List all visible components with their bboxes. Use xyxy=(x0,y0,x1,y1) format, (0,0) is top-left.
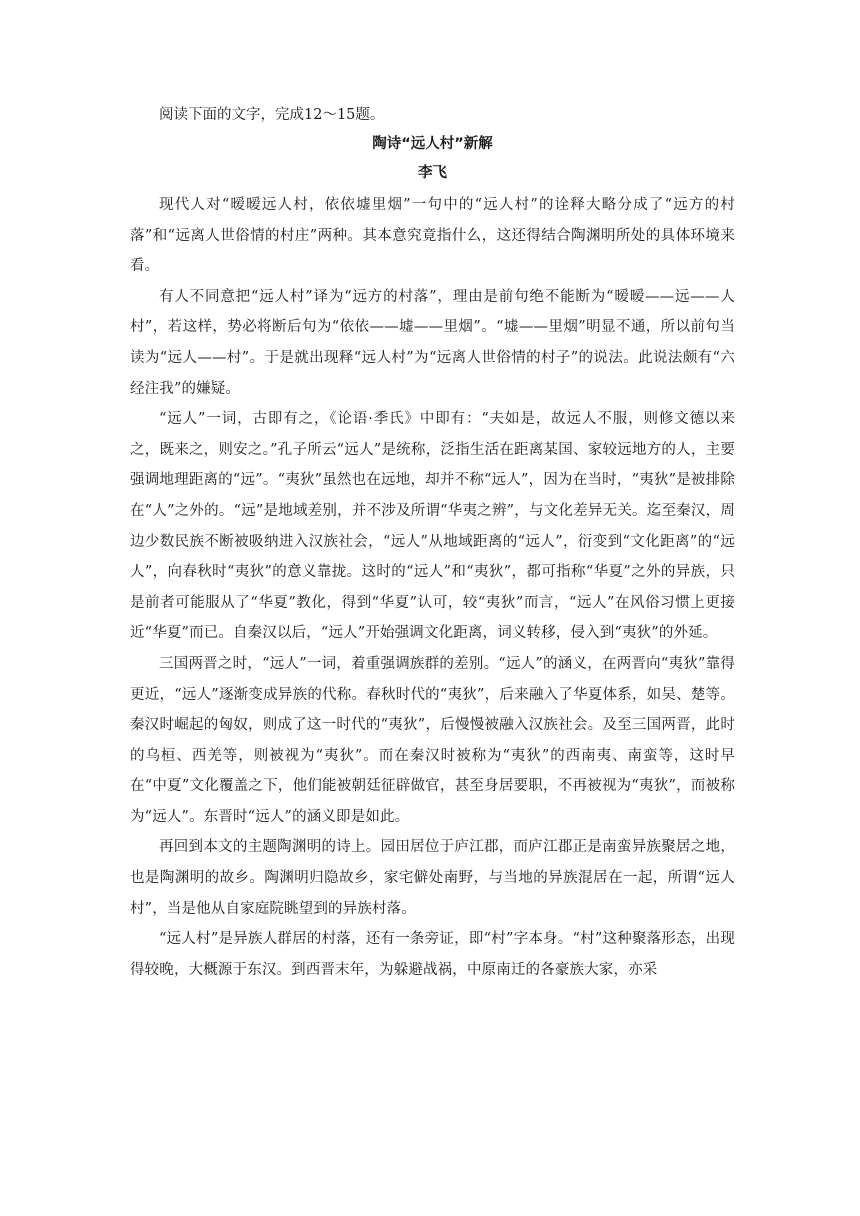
article-author: 李飞 xyxy=(418,165,447,181)
paragraph-1: 现代人对“暧暧远人村，依依墟里烟”一句中的“远人村”的诠释大略分成了“远方的村落”和“远离人世俗情的村庄”两种。其本意究竟指什么，这还得结合陶渊明所处的具体环境来看。 xyxy=(130,197,735,275)
paragraph-2: 有人不同意把“远人村”译为“远方的村落”，理由是前句绝不能断为“暧暧——远——人村”，若这样，势必将断后句为“依依——墟——里烟”。“墟——里烟”明显不通，所以前句当读为“远人——村”。于是就出现释“远人村”为“远离人世俗情的村子”的说法。此说法颇有“六经注我”的嫌疑。 xyxy=(130,288,735,397)
article-title: 陶诗“远人村”新解 xyxy=(372,136,493,152)
document-page xyxy=(130,100,735,985)
reading-instruction: 阅读下面的文字，完成12～15题。 xyxy=(159,107,385,123)
paragraph-5: 再回到本文的主题陶渊明的诗上。园田居位于庐江郡，而庐江郡正是南蛮异族聚居之地，也是陶渊明的故乡。陶渊明归隐故乡，家宅僻处南野，与当地的异族混居在一起，所谓“远人村”，当是他从自家庭院眺望到的异族村落。 xyxy=(130,839,735,917)
paragraph-6: “远人村”是异族人群居的村落，还有一条旁证，即“村”字本身。“村”这种聚落形态，出现得较晚，大概源于东汉。到西晋末年，为躲避战祸，中原南迁的各豪族大家，亦采 xyxy=(130,931,735,978)
paragraph-4: 三国两晋之时，“远人”一词，着重强调族群的差别。“远人”的涵义，在两晋向“夷狄”靠得更近，“远人”逐渐变成异族的代称。春秋时代的“夷狄”，后来融入了华夏体系，如吴、楚等。秦汉时崛起的匈奴，则成了这一时代的“夷狄”，后慢慢被融入汉族社会。及至三国两晋，此时的乌桓、西羌等，则被视为“夷狄”。而在秦汉时被称为“夷狄”的西南夷、南蛮等，这时早在“中夏”文化覆盖之下，他们能被朝廷征辟做官，甚至身居要职，不再被视为“夷狄”，而被称为“远人”。东晋时“远人”的涵义即是如此。 xyxy=(130,655,735,825)
paragraph-3: “远人”一词，古即有之，《论语·季氏》中即有：“夫如是，故远人不服，则修文德以来之，既来之，则安之。”孔子所云“远人”是统称，泛指生活在距离某国、家较远地方的人，主要强调地理距离的“远”。“夷狄”虽然也在远地，却并不称“远人”，因为在当时，“夷狄”是被排除在“人”之外的。“远”是地域差别，并不涉及所谓“华夷之辨”，与文化差异无关。迄至秦汉，周边少数民族不断被吸纳进入汉族社会，“远人”从地域距离的“远人”，衍变到“文化距离”的“远人”，向春秋时“夷狄”的意义靠拢。这时的“远人”和“夷狄”，都可指称“华夏”之外的异族，只是前者可能服从了“华夏”教化，得到“华夏”认可，较“夷狄”而言，“远人”在风俗习惯上更接近“华夏”而已。自秦汉以后，“远人”开始强调文化距离，词义转移，侵入到“夷狄”的外延。 xyxy=(130,411,735,642)
